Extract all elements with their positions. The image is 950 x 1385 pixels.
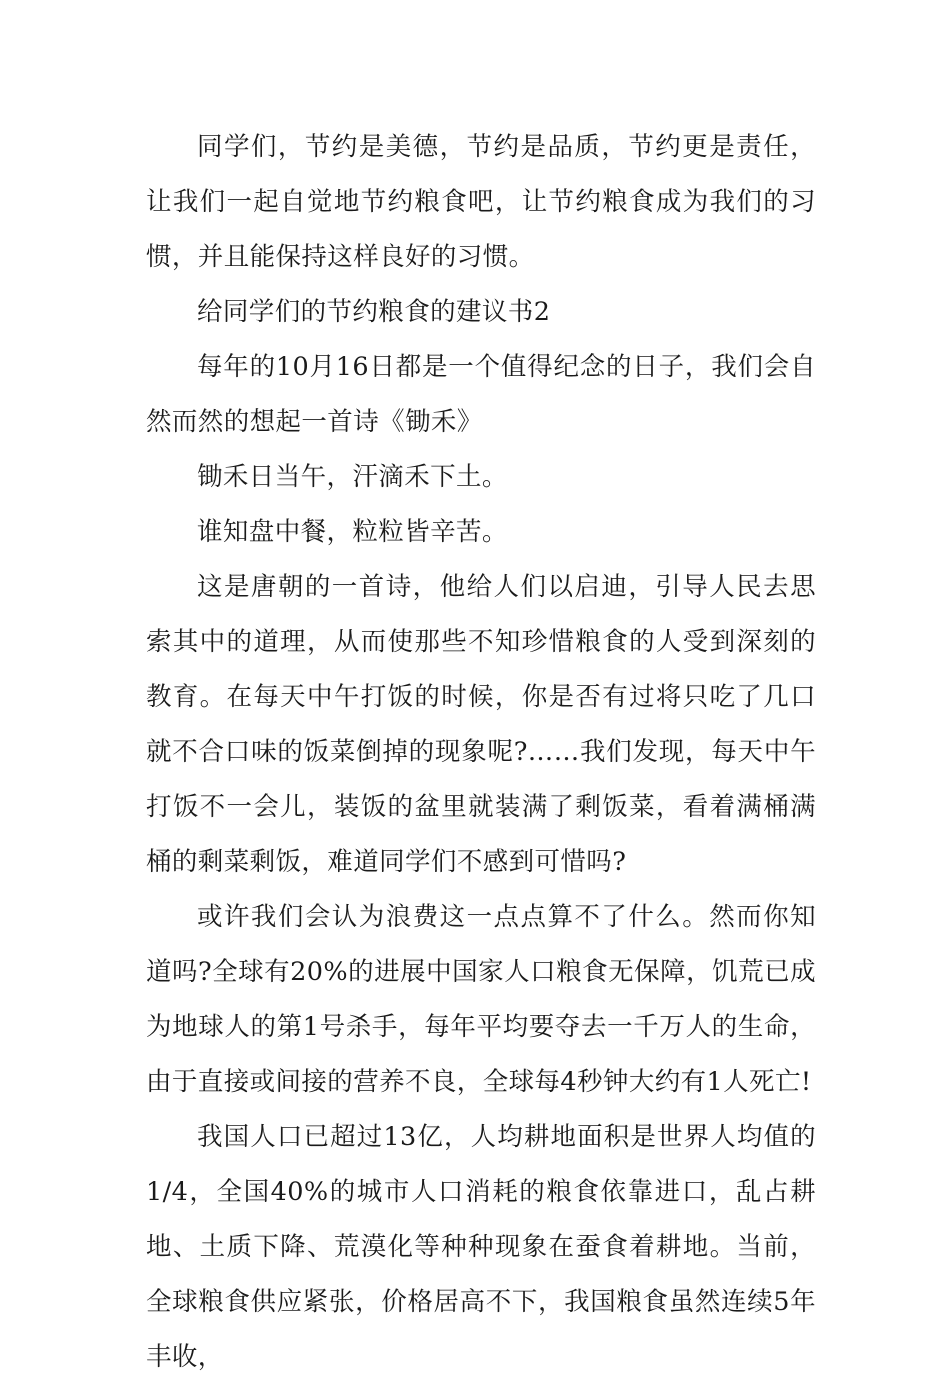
paragraph-global-hunger: 或许我们会认为浪费这一点点算不了什么。然而你知道吗?全球有20%的进展中国家人口粮食无保障，饥荒已成为地球人的第1号杀手，每年平均要夺去一千万人的生命，由于直接或间接的营养不良，全球每4秒钟大约有1人死亡!: [146, 902, 816, 1097]
paragraph-closing-appeal: 同学们，节约是美德，节约是品质，节约更是责任，让我们一起自觉地节约粮食吧，让节约粮食成为我们的习惯，并且能保持这样良好的习惯。: [146, 132, 816, 272]
paragraph-china-grain: 我国人口已超过13亿，人均耕地面积是世界人均值的1/4，全国40%的城市人口消耗的粮食依靠进口，乱占耕地、土质下降、荒漠化等种种现象在蚕食着耕地。当前，全球粮食供应紧张，价格居高不下，我国粮食虽然连续5年丰收，: [146, 1122, 816, 1372]
section-title: 给同学们的节约粮食的建议书2: [197, 297, 551, 327]
paragraph-poem-meaning: 这是唐朝的一首诗，他给人们以启迪，引导人民去思索其中的道理，从而使那些不知珍惜粮食的人受到深刻的教育。在每天中午打饭的时候，你是否有过将只吃了几口就不合口味的饭菜倒掉的现象呢?……我们发现，每天中午打饭不一会儿，装饭的盆里就装满了剩饭菜，看着满桶满桶的剩菜剩饭，难道同学们不感到可惜吗?: [146, 572, 816, 877]
paragraph-intro: 每年的10月16日都是一个值得纪念的日子，我们会自然而然的想起一首诗《锄禾》: [146, 352, 816, 437]
poem-line-2: 谁知盘中餐，粒粒皆辛苦。: [197, 517, 508, 547]
document-body: [146, 120, 816, 1385]
poem-line-1: 锄禾日当午，汗滴禾下土。: [197, 462, 508, 492]
